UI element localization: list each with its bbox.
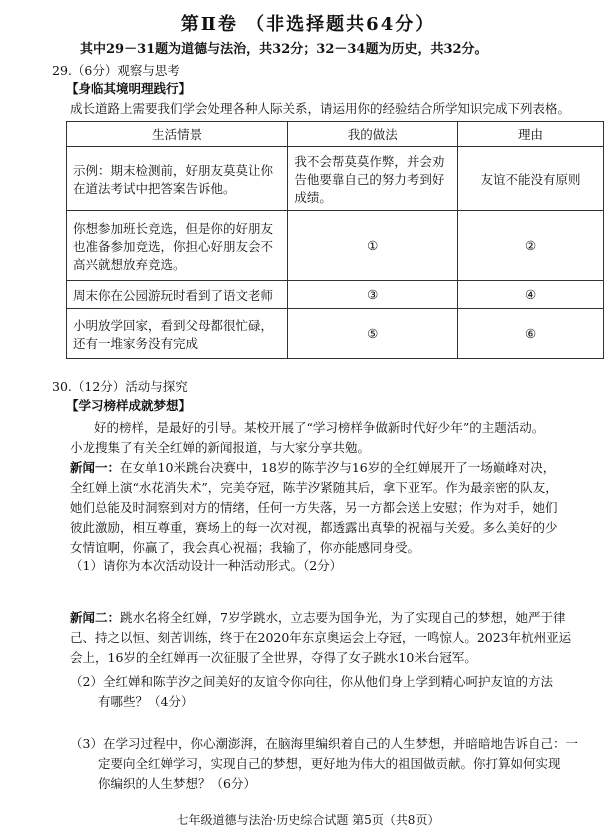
news-one-line: 全红婵上演“水花消失术”，完美夺冠，陈芋汐紧随其后，拿下亚军。作为最亲密的队友， <box>70 480 558 495</box>
news-two-line: 会上，16岁的全红婵再一次征服了全世界，夺得了女子跳水10米台冠军。 <box>70 650 477 665</box>
table-row <box>67 309 604 359</box>
sub-question-3-line: 你编织的人生梦想？（6分） <box>98 776 256 791</box>
q29-number: 29. <box>52 63 72 78</box>
news-two-line: 跳水名将全红婵，7岁学跳水，立志要为国争光，为了实现自己的梦想，她严于律 <box>120 610 566 625</box>
q30-number: 30. <box>52 379 72 394</box>
table-header-reason: 理由 <box>458 122 604 147</box>
news-one-line: 彼此激励，相互尊重，赛场上的每一次对视，都透露出真挚的祝福与关爱。多么美好的少 <box>70 520 558 535</box>
sub-question-2-line: 有哪些？（4分） <box>98 694 194 709</box>
q29-intro: 成长道路上需要我们学会处理各种人际关系，请运用你的经验结合所学知识完成下列表格。 <box>70 101 571 116</box>
table-row <box>67 281 604 309</box>
table-cell: 示例：期末检测前，好朋友莫莫让你在道法考试中把答案告诉他。 <box>67 147 288 211</box>
table-header-action: 我的做法 <box>288 122 458 147</box>
table-cell: 周末你在公园游玩时看到了语文老师 <box>67 281 288 309</box>
q30-intro-line: 小龙搜集了有关全红婵的新闻报道，与大家分享共勉。 <box>70 440 371 455</box>
q29-table <box>66 121 604 359</box>
sub-question-2 <box>70 672 605 712</box>
q30-section: 【学习榜样成就梦想】 <box>66 398 192 413</box>
sub-question-3-line: （3）在学习过程中，你心潮澎湃，在脑海里编织着自己的人生梦想，并暗暗地告诉自己：一 <box>70 736 578 751</box>
news-one-label: 新闻一： <box>70 460 121 475</box>
news-two-line: 己、持之以恒、刻苦训练，终于在2020年东京奥运会上夺冠，一鸣惊人。2023年杭州亚运 <box>70 630 572 645</box>
section-subtitle: 其中29－31题为道德与法治，共32分；32－34题为历史，共32分。 <box>80 42 488 57</box>
news-one <box>70 458 605 558</box>
news-two <box>70 608 605 668</box>
q30-heading-line <box>52 378 188 396</box>
answer-blank-4[interactable]: ④ <box>458 281 604 309</box>
table-row <box>67 211 604 281</box>
table-header-scenario: 生活情景 <box>67 122 288 147</box>
answer-blank-3[interactable]: ③ <box>288 281 458 309</box>
table-cell: 我不会帮莫莫作弊，并会劝告他要靠自己的努力考到好成绩。 <box>288 147 458 211</box>
sub-question-3-line: 定要向全红婵学习，实现自己的梦想，更好地为伟大的祖国做贡献。你打算如何实现 <box>98 756 561 771</box>
table-cell: 小明放学回家，看到父母都很忙碌，还有一堆家务没有完成 <box>67 309 288 359</box>
q29-heading-line <box>52 62 180 80</box>
table-cell: 你想参加班长竞选，但是你的好朋友也准备参加竞选，你担心好朋友会不高兴就想放弃竞选。 <box>67 211 288 281</box>
q30-intro <box>70 418 605 458</box>
answer-blank-2[interactable]: ② <box>458 211 604 281</box>
q29-section: 【身临其境明理践行】 <box>66 81 192 96</box>
q30-intro-line: 好的榜样，是最好的引导。某校开展了“学习榜样争做新时代好少年”的主题活动。 <box>94 420 545 435</box>
section-title: 第Ⅱ卷 （非选择题共64分） <box>180 14 436 35</box>
news-one-line: 她们总能及时洞察到对方的情绪，任何一方失落，另一方都会送上安慰；作为对手，她们 <box>70 500 558 515</box>
sub-question-3 <box>70 734 605 794</box>
q29-heading: （6分）观察与思考 <box>71 63 180 78</box>
sub-question-2-line: （2）全红婵和陈芋汐之间美好的友谊令你向往，你从他们身上学到精心呵护友谊的方法 <box>70 674 553 689</box>
news-two-label: 新闻二： <box>70 610 121 625</box>
answer-blank-5[interactable]: ⑤ <box>288 309 458 359</box>
answer-blank-6[interactable]: ⑥ <box>458 309 604 359</box>
answer-blank-1[interactable]: ① <box>288 211 458 281</box>
news-one-line: 在女单10米跳台决赛中，18岁的陈芋汐与16岁的全红婵展开了一场巅峰对决， <box>120 460 556 475</box>
table-cell: 友谊不能没有原则 <box>458 147 604 211</box>
page-footer: 七年级道德与法治·历史综合试题 第5页（共8页） <box>176 813 440 827</box>
q30-heading: （12分）活动与探究 <box>71 379 188 394</box>
news-one-line: 女情谊啊，你赢了，我会真心祝福；我输了，你亦能感同身受。 <box>70 540 421 555</box>
sub-question-1: （1）请你为本次活动设计一种活动形式。（2分） <box>70 558 343 573</box>
table-row <box>67 147 604 211</box>
table-header-row <box>67 122 604 147</box>
